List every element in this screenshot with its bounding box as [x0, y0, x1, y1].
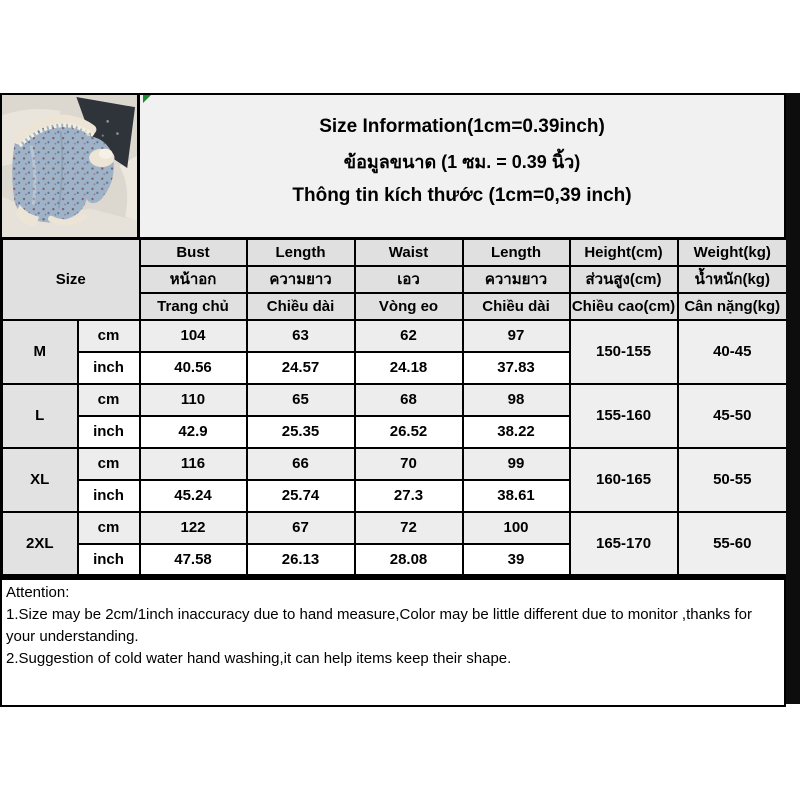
cell-l-waist-inch: 26.52: [355, 416, 463, 448]
attention-heading: Attention:: [6, 584, 70, 601]
cell-2xl-waist-cm: 72: [355, 512, 463, 544]
cell-2xl-weight: 55-60: [678, 512, 788, 576]
cell-l-waist-cm: 68: [355, 384, 463, 416]
cell-2xl-height: 165-170: [570, 512, 678, 576]
product-photo-illustration: [2, 95, 137, 237]
cell-l-length1-inch: 25.35: [247, 416, 355, 448]
cell-m-length2-cm: 97: [463, 320, 570, 352]
cell-xl-bust-inch: 45.24: [140, 480, 247, 512]
size-label-l: L: [2, 384, 78, 448]
col-header-weight-en: Weight(kg): [678, 239, 788, 266]
row-2xl-cm: [2, 512, 788, 544]
cell-xl-weight: 50-55: [678, 448, 788, 512]
cell-xl-waist-inch: 27.3: [355, 480, 463, 512]
right-black-bar: [786, 93, 800, 704]
col-header-length1-th: ความยาว: [247, 266, 355, 293]
cell-xl-waist-cm: 70: [355, 448, 463, 480]
size-header: Size: [2, 239, 140, 320]
cell-m-length1-cm: 63: [247, 320, 355, 352]
unit-inch: inch: [78, 352, 140, 384]
cell-xl-length2-inch: 38.61: [463, 480, 570, 512]
row-m-cm: [2, 320, 788, 352]
attention-note-2: 2.Suggestion of cold water hand washing,it can help items keep their shape.: [6, 650, 512, 667]
col-header-waist-en: Waist: [355, 239, 463, 266]
cell-l-bust-inch: 42.9: [140, 416, 247, 448]
title-vietnamese: Thông tin kích thước (1cm=0,39 inch): [292, 185, 632, 206]
col-header-length2-en: Length: [463, 239, 570, 266]
cell-xl-length2-cm: 99: [463, 448, 570, 480]
title-thai: ข้อมูลขนาด (1 ซม. = 0.39 นิ้ว): [343, 152, 581, 172]
cell-m-length1-inch: 24.57: [247, 352, 355, 384]
cell-l-length2-cm: 98: [463, 384, 570, 416]
cell-m-bust-cm: 104: [140, 320, 247, 352]
unit-inch: inch: [78, 416, 140, 448]
cell-m-waist-inch: 24.18: [355, 352, 463, 384]
cell-xl-length1-inch: 25.74: [247, 480, 355, 512]
title-english: Size Information(1cm=0.39inch): [319, 116, 605, 137]
row-l-cm: [2, 384, 788, 416]
unit-cm: cm: [78, 320, 140, 352]
attention-note-1: 1.Size may be 2cm/1inch inaccuracy due to hand measure,Color may be little different due to monitor ,thanks for your understanding.: [6, 606, 752, 645]
cell-2xl-bust-cm: 122: [140, 512, 247, 544]
col-header-weight-vi: Cân nặng(kg): [678, 293, 788, 320]
unit-inch: inch: [78, 544, 140, 576]
cell-m-weight: 40-45: [678, 320, 788, 384]
cell-m-waist-cm: 62: [355, 320, 463, 352]
cell-2xl-length2-cm: 100: [463, 512, 570, 544]
col-header-bust-vi: Trang chủ: [140, 293, 247, 320]
col-header-length2-vi: Chiều dài: [463, 293, 570, 320]
cell-2xl-length2-inch: 39: [463, 544, 570, 576]
col-header-height-en: Height(cm): [570, 239, 678, 266]
content-frame: [0, 93, 786, 707]
size-label-m: M: [2, 320, 78, 384]
cell-xl-height: 160-165: [570, 448, 678, 512]
row-xl-cm: [2, 448, 788, 480]
header-row-english: [2, 239, 788, 266]
col-header-height-th: ส่วนสูง(cm): [570, 266, 678, 293]
col-header-bust-th: หน้าอก: [140, 266, 247, 293]
cell-m-length2-inch: 37.83: [463, 352, 570, 384]
cell-l-height: 155-160: [570, 384, 678, 448]
cell-l-bust-cm: 110: [140, 384, 247, 416]
col-header-length2-th: ความยาว: [463, 266, 570, 293]
cell-xl-length1-cm: 66: [247, 448, 355, 480]
title-block: [140, 95, 784, 237]
cell-m-bust-inch: 40.56: [140, 352, 247, 384]
cell-2xl-length1-cm: 67: [247, 512, 355, 544]
header-block: [0, 93, 786, 237]
cell-l-length1-cm: 65: [247, 384, 355, 416]
cell-l-length2-inch: 38.22: [463, 416, 570, 448]
cell-m-height: 150-155: [570, 320, 678, 384]
col-header-length1-vi: Chiều dài: [247, 293, 355, 320]
cell-l-weight: 45-50: [678, 384, 788, 448]
cell-2xl-length1-inch: 26.13: [247, 544, 355, 576]
cell-xl-bust-cm: 116: [140, 448, 247, 480]
col-header-height-vi: Chiều cao(cm): [570, 293, 678, 320]
attention-notes: [0, 577, 786, 707]
unit-cm: cm: [78, 384, 140, 416]
unit-inch: inch: [78, 480, 140, 512]
unit-cm: cm: [78, 448, 140, 480]
unit-cm: cm: [78, 512, 140, 544]
comment-marker-icon: [143, 95, 151, 103]
col-header-waist-th: เอว: [355, 266, 463, 293]
size-label-xl: XL: [2, 448, 78, 512]
cell-2xl-bust-inch: 47.58: [140, 544, 247, 576]
col-header-weight-th: น้ำหนัก(kg): [678, 266, 788, 293]
size-label-2xl: 2XL: [2, 512, 78, 576]
col-header-length1-en: Length: [247, 239, 355, 266]
product-photo: [2, 95, 140, 237]
size-table: [0, 237, 789, 577]
col-header-bust-en: Bust: [140, 239, 247, 266]
col-header-waist-vi: Vòng eo: [355, 293, 463, 320]
cell-2xl-waist-inch: 28.08: [355, 544, 463, 576]
